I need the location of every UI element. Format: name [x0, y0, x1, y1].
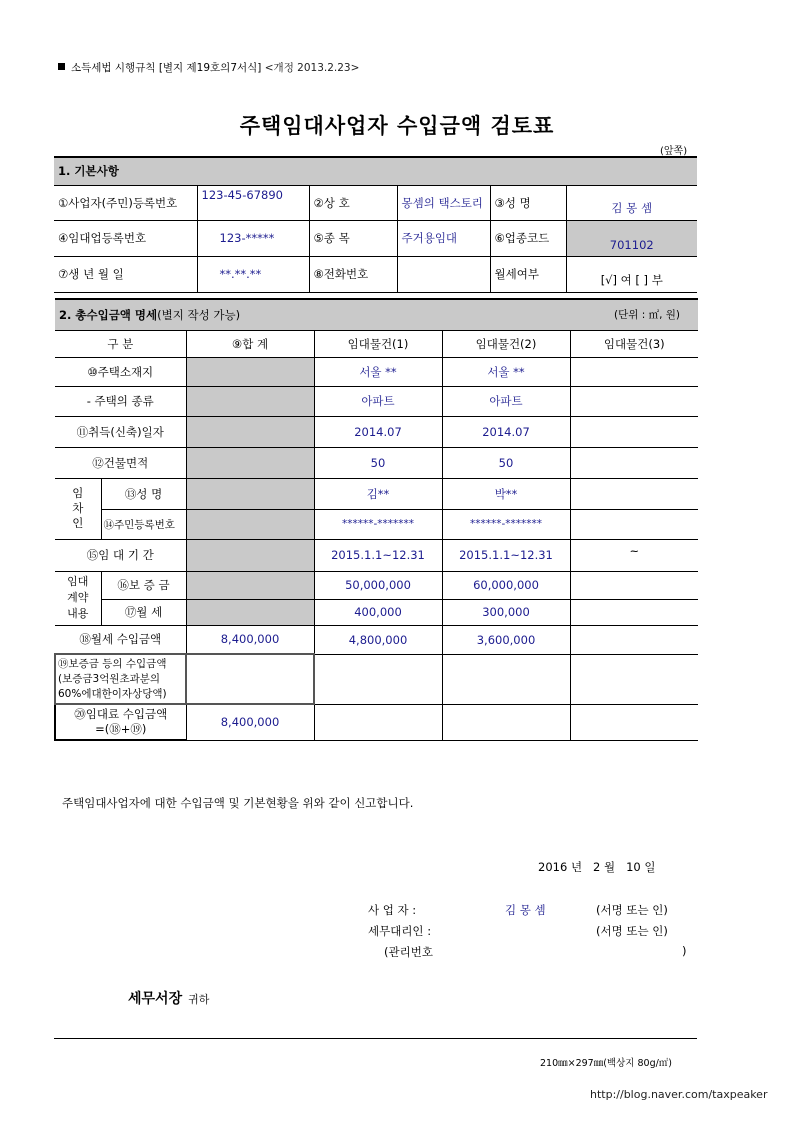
rent-total — [186, 599, 314, 625]
tenant-name-p2: 박** — [442, 478, 570, 509]
period-total — [186, 539, 314, 571]
business-reg-value: 123-45-67890 — [197, 185, 309, 220]
rental-income-p1 — [314, 704, 442, 740]
contract-group-label: 임대 계약 내용 — [55, 571, 101, 625]
deposit-p2: 60,000,000 — [442, 571, 570, 599]
paper-spec: 210㎜×297㎜(백상지 80g/㎡) — [540, 1058, 673, 1069]
area-p3 — [570, 447, 698, 478]
area-p2: 50 — [442, 447, 570, 478]
col-property-3: 임대물건(3) — [570, 330, 698, 357]
col-category: 구 분 — [55, 330, 186, 357]
management-number-close: ) — [682, 944, 687, 958]
row-deposit-label: ⑯보 증 금 — [101, 571, 186, 599]
declaration-text: 주택임대사업자에 대한 수입금액 및 기본현황을 위와 같이 신고합니다. — [62, 796, 414, 810]
acq-p2: 2014.07 — [442, 416, 570, 447]
location-p3 — [570, 357, 698, 386]
operator-sign-label: (서명 또는 인) — [596, 903, 668, 917]
deposit-income-total — [186, 654, 314, 704]
income-detail-table — [54, 298, 698, 741]
tenant-id-p2: ******-******* — [442, 509, 570, 539]
square-bullet-icon — [58, 63, 65, 70]
revision-note: <개정 2013.2.23> — [264, 62, 360, 74]
addressee — [128, 988, 209, 1008]
type-p2: 아파트 — [442, 386, 570, 416]
date-day-label: 일 — [644, 860, 656, 874]
monthly-rent-value: [√] 여 [ ] 부 — [566, 256, 697, 292]
row-type-label: - 주택의 종류 — [55, 386, 186, 416]
unit-note: (단위 : ㎡, 원) — [614, 308, 681, 321]
row-location-label: ⑩주택소재지 — [55, 357, 186, 386]
section2-heading-note: (별지 작성 가능) — [157, 307, 241, 322]
tax-agent-label: 세무대리인 : — [368, 924, 432, 938]
tax-office-label: 세무서장 — [128, 991, 183, 1007]
footer-divider — [54, 1038, 697, 1039]
acq-p3 — [570, 416, 698, 447]
basic-info-table — [54, 156, 697, 293]
section1-heading: 1. 기본사항 — [54, 157, 697, 185]
rental-income-p3 — [570, 704, 698, 740]
deposit-total — [186, 571, 314, 599]
name-label: ③성 명 — [490, 185, 566, 220]
front-side-label: (앞쪽) — [660, 146, 688, 157]
monthly-income-p1: 4,800,000 — [314, 625, 442, 654]
filing-date — [538, 859, 655, 875]
type-p1: 아파트 — [314, 386, 442, 416]
row-acq-label: ⑪취득(신축)일자 — [55, 416, 186, 447]
tenant-id-p3 — [570, 509, 698, 539]
row-monthly-income-label: ⑱월세 수입금액 — [55, 625, 186, 654]
tenant-name-total — [186, 478, 314, 509]
monthly-income-total: 8,400,000 — [186, 625, 314, 654]
form-title: 주택임대사업자 수입금액 검토표 — [239, 114, 555, 138]
row-period-label: ⑮임 대 기 간 — [55, 539, 186, 571]
row-tenant-id-label: ⑭주민등록번호 — [101, 509, 186, 539]
form-reference — [58, 60, 359, 75]
location-total — [186, 357, 314, 386]
rent-p2: 300,000 — [442, 599, 570, 625]
phone-label: ⑧전화번호 — [309, 256, 397, 292]
operator-value: 김 몽 셈 — [505, 903, 546, 917]
business-reg-label: ①사업자(주민)등록번호 — [54, 185, 197, 220]
acq-total — [186, 416, 314, 447]
rent-p3 — [570, 599, 698, 625]
row-area-label: ⑫건물면적 — [55, 447, 186, 478]
tenant-id-total — [186, 509, 314, 539]
col-total: ⑨합 계 — [186, 330, 314, 357]
row-rental-income-label: ⑳임대료 수입금액 =(⑱+⑲) — [55, 704, 186, 740]
name-value: 김 몽 셈 — [566, 185, 697, 220]
rental-reg-value: 123-***** — [197, 220, 309, 256]
rental-income-p2 — [442, 704, 570, 740]
industry-code-value: 701102 — [566, 220, 697, 256]
trade-name-label: ②상 호 — [309, 185, 397, 220]
deposit-income-p1 — [314, 654, 442, 704]
management-number-label: (관리번호 — [384, 945, 433, 959]
period-p2: 2015.1.1~12.31 — [442, 539, 570, 571]
section2-heading: 2. 총수입금액 명세 — [59, 307, 158, 322]
category-value: 주거용임대 — [397, 220, 490, 256]
operator-label: 사 업 자 : — [368, 903, 417, 917]
row-rent-label: ⑰월 세 — [101, 599, 186, 625]
section2-heading-row — [55, 299, 698, 330]
birth-label: ⑦생 년 월 일 — [54, 256, 197, 292]
deposit-income-p3 — [570, 654, 698, 704]
date-month-label: 월 — [604, 860, 616, 874]
date-month: 2 — [593, 860, 601, 874]
type-total — [186, 386, 314, 416]
rental-income-total: 8,400,000 — [186, 704, 314, 740]
col-property-2: 임대물건(2) — [442, 330, 570, 357]
phone-value — [397, 256, 490, 292]
trade-name-value: 몽셈의 택스토리 — [397, 185, 490, 220]
law-reference: 소득세법 시행규칙 [별지 제19호의7서식] — [71, 62, 262, 74]
monthly-rent-label: 월세여부 — [490, 256, 566, 292]
period-p1: 2015.1.1~12.31 — [314, 539, 442, 571]
area-p1: 50 — [314, 447, 442, 478]
birth-value: **.**.** — [197, 256, 309, 292]
period-p3: ~ — [570, 539, 698, 571]
rental-reg-label: ④임대업등록번호 — [54, 220, 197, 256]
tenant-group-label: 임 차 인 — [55, 478, 101, 539]
industry-code-label: ⑥업종코드 — [490, 220, 566, 256]
row-tenant-name-label: ⑬성 명 — [101, 478, 186, 509]
tax-agent-sign-label: (서명 또는 인) — [596, 924, 668, 938]
addressee-suffix: 귀하 — [188, 993, 210, 1006]
rent-p1: 400,000 — [314, 599, 442, 625]
location-p1: 서울 ** — [314, 357, 442, 386]
deposit-p3 — [570, 571, 698, 599]
tenant-id-p1: ******-******* — [314, 509, 442, 539]
deposit-income-p2 — [442, 654, 570, 704]
monthly-income-p2: 3,600,000 — [442, 625, 570, 654]
date-year: 2016 — [538, 860, 568, 874]
area-total — [186, 447, 314, 478]
acq-p1: 2014.07 — [314, 416, 442, 447]
category-label: ⑤종 목 — [309, 220, 397, 256]
location-p2: 서울 ** — [442, 357, 570, 386]
date-day: 10 — [626, 860, 641, 874]
deposit-p1: 50,000,000 — [314, 571, 442, 599]
monthly-income-p3 — [570, 625, 698, 654]
type-p3 — [570, 386, 698, 416]
tenant-name-p3 — [570, 478, 698, 509]
source-watermark: http://blog.naver.com/taxpeaker — [590, 1088, 768, 1101]
row-deposit-income-label: ⑲보증금 등의 수입금액 (보증금3억원초과분의 60%에대한이자상당액) — [55, 654, 186, 704]
col-property-1: 임대물건(1) — [314, 330, 442, 357]
tenant-name-p1: 김** — [314, 478, 442, 509]
date-year-label: 년 — [570, 860, 583, 874]
